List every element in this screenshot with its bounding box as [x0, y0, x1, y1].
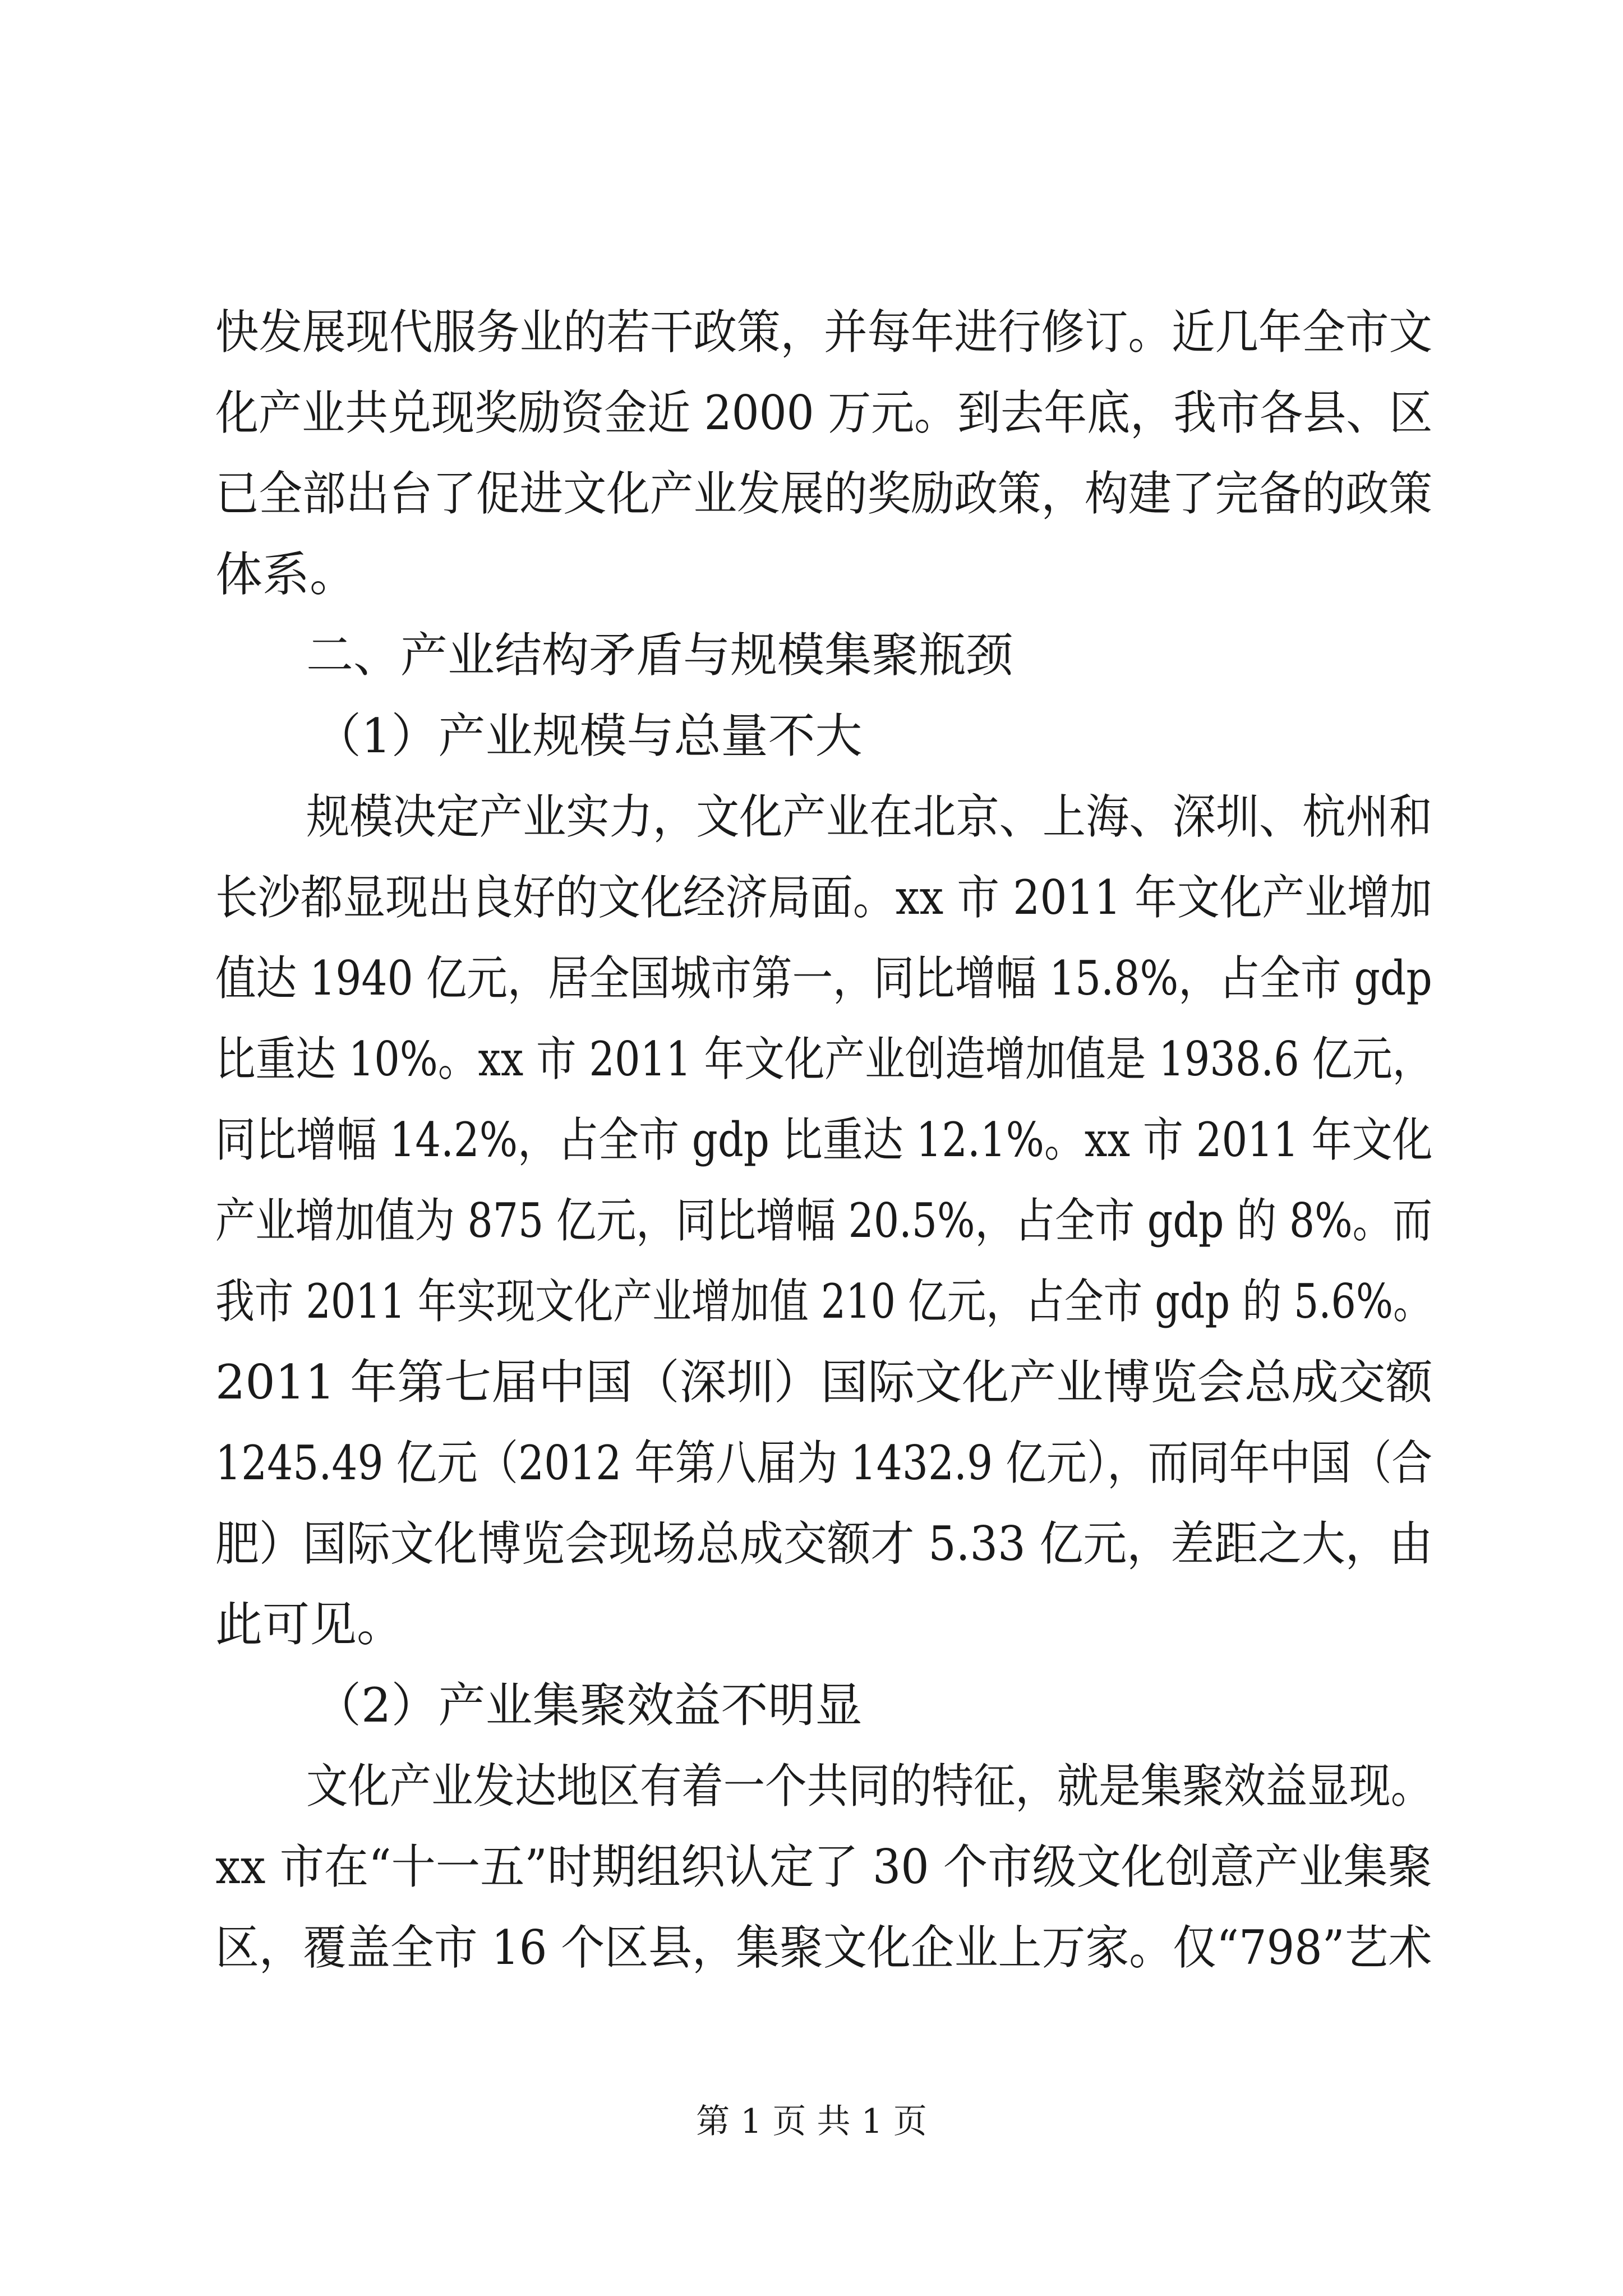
subsection-heading: （1）产业规模与总量不大 — [314, 708, 863, 763]
paragraph-first-line: 规模决定产业实力，文化产业在北京、上海、深圳、杭州和 — [306, 789, 1432, 844]
section-heading: 二、产业结构矛盾与规模集聚瓶颈 — [306, 628, 1013, 683]
body-text-line: 已全部出台了促进文化产业发展的奖励政策，构建了完备的政策 — [215, 466, 1432, 521]
body-text-line: 2011 年第七届中国（深圳）国际文化产业博览会总成交额 — [215, 1355, 1433, 1410]
body-text-line: 此可见。 — [215, 1597, 404, 1652]
subsection-heading: （2）产业集聚效益不明显 — [314, 1678, 863, 1733]
body-text-line: 我市 2011 年实现文化产业增加值 210 亿元，占全市 gdp 的 5.6%。 — [215, 1274, 1432, 1329]
body-text-line: 长沙都显现出良好的文化经济局面。xx 市 2011 年文化产业增加 — [215, 870, 1432, 925]
body-text-line: 区，覆盖全市 16 个区县，集聚文化企业上万家。仅“798”艺术 — [215, 1920, 1432, 1975]
body-text-line: 值达 1940 亿元，居全国城市第一，同比增幅 15.8%，占全市 gdp — [215, 951, 1432, 1006]
body-text-line: xx 市在“十一五”时期组织认定了 30 个市级文化创意产业集聚 — [215, 1839, 1432, 1894]
body-text-line: 化产业共兑现奖励资金近 2000 万元。到去年底，我市各县、区 — [215, 385, 1433, 440]
body-text-line: 比重达 10%。xx 市 2011 年文化产业创造增加值是 1938.6 亿元， — [215, 1032, 1433, 1087]
page-number-footer: 第 1 页 共 1 页 — [696, 2102, 927, 2141]
body-text-line: 1245.49 亿元（2012 年第八届为 1432.9 亿元），而同年中国（合 — [215, 1435, 1432, 1490]
body-text-line: 快发展现代服务业的若干政策，并每年进行修订。近几年全市文 — [215, 305, 1432, 360]
body-text-line: 肥）国际文化博览会现场总成交额才 5.33 亿元，差距之大，由 — [215, 1516, 1433, 1571]
body-text-line: 同比增幅 14.2%，占全市 gdp 比重达 12.1%。xx 市 2011 年文化 — [215, 1112, 1433, 1167]
body-text-line: 体系。 — [215, 547, 357, 602]
body-text-line: 产业增加值为 875 亿元，同比增幅 20.5%，占全市 gdp 的 8%。而 — [215, 1193, 1432, 1248]
paragraph-first-line: 文化产业发达地区有着一个共同的特征，就是集聚效益显现。 — [306, 1759, 1433, 1814]
